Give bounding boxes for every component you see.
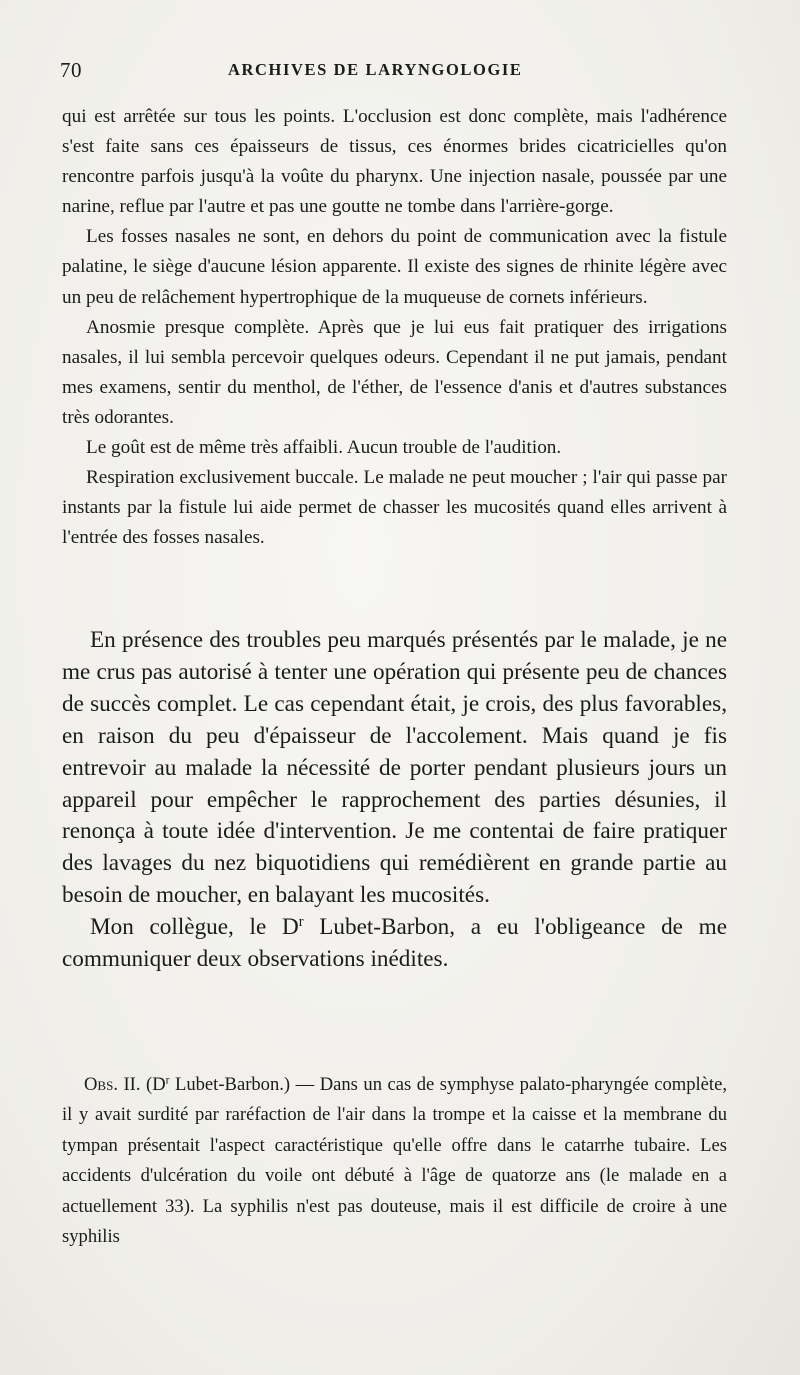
- paragraph-anosmie: Anosmie presque complète. Après que je lui eus fait pratiquer des irrigations nasales, il lui sembla percevoir quelques odeurs. Cependant il ne put jamais, pendant mes examens, sentir du menthol, de l'éther, de l'essence d'anis et d'autres substances très odorantes.: [62, 316, 727, 428]
- observation-text: Dans un cas de symphyse palato-pharyngée complète, il y avait surdité par raréfaction de l'air dans la trompe et la caisse et la membrane du tympan présentait l'aspect caractéristique qu'elle offre dans le catarrhe tubaire. Les accidents d'ulcération du voile ont débuté à l'âge de quatorze ans (le malade en a actuellement 33). La syphilis n'est pas douteuse, mais il est difficile de croire à une syphilis: [62, 1074, 727, 1248]
- collegue-title-sup: r: [298, 914, 304, 931]
- paragraph-fosses-nasales: Les fosses nasales ne sont, en dehors du point de communication avec la fistule palatine, le siège d'aucune lésion apparente. Il existe des signes de rhinite légère avec un peu de relâchement hypertrophique de la muqueuse de cornets inférieurs.: [62, 226, 727, 308]
- collegue-text-after: Lubet-Barbon, a eu l'obligeance de me communiquer deux observations inédites.: [62, 914, 727, 973]
- small-print-section: [62, 102, 727, 553]
- paragraph-occlusion: qui est arrêtée sur tous les points. L'occlusion est donc complète, mais l'adhérence s'est faite sans ces épaisseurs de tissus, ces énormes brides cicatricielles qu'on rencontre parfois jusqu'à la voûte du pharynx. Une injection nasale, poussée par une narine, reflue par l'autre et pas une goutte ne tombe dans l'arrière-gorge.: [62, 106, 727, 218]
- paragraph-gout: Le goût est de même très affaibli. Aucun trouble de l'audition.: [86, 437, 562, 459]
- collegue-text-before: Mon collègue, le D: [90, 914, 299, 941]
- page-header: [60, 58, 740, 84]
- observation-ref-close: Lubet-Barbon.) —: [169, 1074, 320, 1095]
- paragraph-respiration: Respiration exclusivement buccale. Le malade ne peut moucher ; l'air qui passe par instants par la fistule lui aide permet de chasser les mucosités quand elles arrivent à l'entrée des fosses nasales.: [62, 467, 727, 549]
- running-title: ARCHIVES DE LARYNGOLOGIE: [228, 60, 523, 79]
- paragraph-presence-troubles: En présence des troubles peu marqués présentés par le malade, je ne me crus pas autorisé à tenter une opération qui présente peu de chances de succès complet. Le cas cependant était, je crois, des plus favorables, en raison du peu d'épaisseur de l'accolement. Mais quand je fis entrevoir au malade la nécessité de porter pendant plusieurs jours un appareil pour empêcher le rapprochement des parties désunies, il renonça à toute idée d'intervention. Je me contentai de faire pratiquer des lavages du nez biquotidiens qui remédièrent en grande partie au besoin de moucher, en balayant les mucosités.: [62, 627, 727, 909]
- paragraph-collegue: [62, 912, 727, 976]
- observation-ref-sup: r: [165, 1074, 170, 1087]
- observation-section: [62, 1070, 727, 1252]
- observation-ref-open: (D: [146, 1074, 166, 1095]
- observation-label: Obs. II.: [84, 1074, 141, 1095]
- main-text-section: [62, 625, 727, 976]
- paragraph-observation-ii: [62, 1070, 727, 1252]
- page-number: 70: [60, 58, 82, 82]
